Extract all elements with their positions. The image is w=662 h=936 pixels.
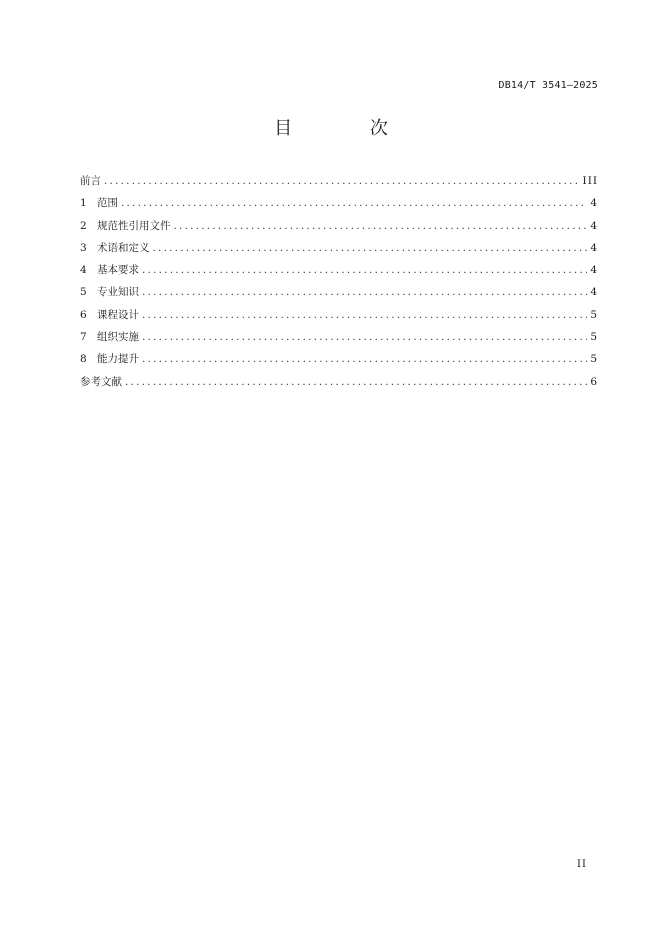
toc-leader-dots [142, 309, 587, 321]
page-number: II [577, 859, 587, 870]
toc-entry-label: 基本要求 [97, 264, 139, 277]
toc-entry-foreword[interactable] [80, 173, 598, 195]
toc-entry-page: 5 [590, 331, 598, 344]
toc-entry-number: 1 [80, 197, 87, 210]
toc-entry-page: 4 [590, 219, 598, 232]
toc-entry-8[interactable] [80, 351, 598, 373]
toc-entry-number: 7 [80, 331, 87, 344]
table-of-contents [80, 173, 598, 396]
toc-entry-4[interactable] [80, 262, 598, 284]
toc-entry-page: 5 [590, 308, 598, 321]
document-code: DB14/T 3541—2025 [498, 80, 598, 91]
toc-leader-dots [142, 264, 587, 276]
toc-leader-dots [142, 286, 587, 298]
toc-entry-label: 范围 [97, 197, 118, 210]
toc-entry-page: 5 [590, 353, 598, 366]
toc-entry-page: 6 [590, 375, 598, 388]
toc-entry-number: 4 [80, 264, 87, 277]
toc-leader-dots [104, 175, 580, 187]
toc-entry-number: 8 [80, 353, 87, 366]
toc-entry-7[interactable] [80, 329, 598, 351]
toc-leader-dots [142, 331, 587, 343]
toc-leader-dots [125, 376, 587, 388]
toc-entry-label: 参考文献 [80, 375, 122, 388]
toc-entry-label: 前言 [80, 175, 101, 187]
toc-entry-label: 课程设计 [97, 308, 139, 321]
toc-entry-6[interactable] [80, 307, 598, 329]
toc-entry-2[interactable] [80, 218, 598, 240]
toc-entry-page: 4 [590, 264, 598, 277]
toc-leader-dots [174, 220, 588, 232]
page-title: 目 次 [274, 118, 424, 139]
toc-entry-label: 专业知识 [97, 286, 139, 299]
toc-leader-dots [142, 353, 587, 365]
toc-entry-page: III [582, 175, 598, 187]
toc-entry-1[interactable] [80, 195, 598, 217]
toc-entry-number: 3 [80, 241, 87, 254]
toc-entry-references[interactable] [80, 374, 598, 396]
toc-entry-3[interactable] [80, 240, 598, 262]
toc-leader-dots [153, 242, 588, 254]
toc-leader-dots [121, 197, 587, 209]
toc-entry-label: 组织实施 [97, 331, 139, 344]
toc-entry-number: 5 [80, 286, 87, 299]
toc-entry-page: 4 [590, 197, 598, 210]
toc-entry-number: 6 [80, 308, 87, 321]
toc-entry-page: 4 [590, 241, 598, 254]
toc-entry-page: 4 [590, 286, 598, 299]
toc-entry-label: 能力提升 [97, 353, 139, 366]
toc-entry-5[interactable] [80, 284, 598, 306]
toc-entry-label: 术语和定义 [97, 241, 150, 254]
toc-entry-number: 2 [80, 219, 87, 232]
toc-entry-label: 规范性引用文件 [97, 219, 171, 232]
